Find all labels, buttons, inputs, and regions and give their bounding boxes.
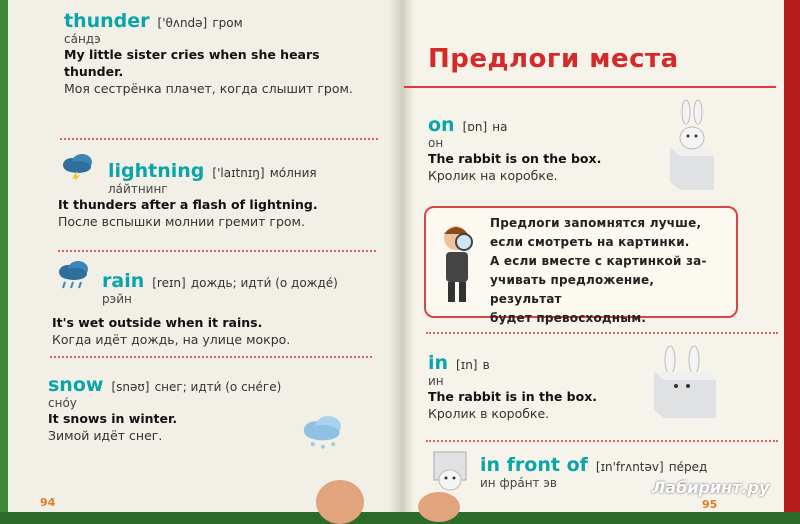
pron-in-front-of: ин фрáнт эв [480,476,557,490]
word-in-front-of: in front of [480,454,588,476]
sentence-en-in: The rabbit is in the box. [428,389,598,404]
word-in: in [428,352,449,374]
separator [60,138,378,140]
word-lightning: lightning [108,160,205,182]
pron-rain: рэйн [102,292,132,306]
ru-on: на [492,120,508,134]
sentence-ru-in: Кролик в коробке. [428,406,550,421]
page-title: Предлоги места [428,44,679,74]
ipa-in-front-of: [ɪn'frʌntəv] [595,460,664,474]
book-edge-right [784,0,800,512]
book-gutter [388,0,414,512]
pron-thunder: са́ндэ [64,32,101,46]
watermark: Лабиринт.ру [652,478,770,497]
ru-in-front-of: пе́ред [668,460,708,474]
sentence-ru-rain: Когда идёт дождь, на улице мокро. [52,332,291,347]
storm-cloud-icon [60,152,96,182]
boy-with-magnifier-icon [434,218,482,308]
sentence-en-thunder: My little sister cries when she hears thunder. [64,47,320,79]
tip-box [424,206,738,325]
tip-text [490,214,730,328]
entry-on [428,114,658,184]
rain-cloud-icon [56,260,92,290]
sentence-ru-lightning: После вспышки молнии гремит гром. [58,214,305,229]
tip-line: будет превосходным. [490,311,647,325]
separator [426,332,778,334]
ru-rain: дождь; идти́ (о дожде́) [190,276,338,290]
entry-thunder [64,10,384,97]
word-snow: snow [48,374,104,396]
pron-in: ин [428,374,444,388]
rabbit-in-box-icon [646,342,720,420]
sentence-en-on: The rabbit is on the box. [428,151,602,166]
sentence-ru-thunder: Моя сестрёнка плачет, когда слышит гром. [64,81,353,96]
snow-cloud-icon [300,414,346,454]
ru-thunder: гром [212,16,243,30]
word-rain: rain [102,270,145,292]
pron-lightning: ла́йтнинг [108,182,168,196]
sentence-en-snow: It snows in winter. [48,411,178,426]
page-number-right: 95 [702,498,718,511]
word-on: on [428,114,455,136]
separator [58,250,376,252]
ipa-on: [ɒn] [462,120,488,134]
ru-snow: снег; идти́ (о сне́ге) [154,380,282,394]
pron-snow: сно́у [48,396,77,410]
rabbit-in-front-of-box-icon [428,448,472,494]
ru-lightning: мо́лния [269,166,317,180]
ru-in: в [482,358,490,372]
ipa-thunder: ['θʌndə] [157,16,208,30]
entry-rain [102,270,422,306]
ipa-in: [ɪn] [456,358,478,372]
thumb [316,480,364,524]
entry-lightning-sentences [58,196,378,230]
pron-on: он [428,136,444,150]
entry-rain-sentences [52,314,372,348]
tip-line: Предлоги запомнятся лучше, [490,216,702,230]
word-thunder: thunder [64,10,150,32]
separator [426,440,778,442]
tip-line: учивать предложение, результат [490,273,655,306]
sentence-ru-snow: Зимой идёт снег. [48,428,163,443]
ipa-lightning: ['laɪtnɪŋ] [212,166,265,180]
entry-lightning [108,160,428,196]
ipa-rain: [reɪn] [152,276,186,290]
ipa-snow: [snəʊ] [111,380,150,394]
tip-line: если смотреть на картинки. [490,235,690,249]
sentence-en-lightning: It thunders after a flash of lightning. [58,197,318,212]
sentence-en-rain: It's wet outside when it rains. [52,315,263,330]
thumb [418,492,460,522]
tip-line: А если вместе с картинкой за- [490,254,707,268]
title-underline [404,86,776,88]
sentence-ru-on: Кролик на коробке. [428,168,558,183]
entry-in [428,352,658,422]
page-number-left: 94 [40,496,56,509]
rabbit-on-box-icon [658,98,724,194]
separator [50,356,372,358]
